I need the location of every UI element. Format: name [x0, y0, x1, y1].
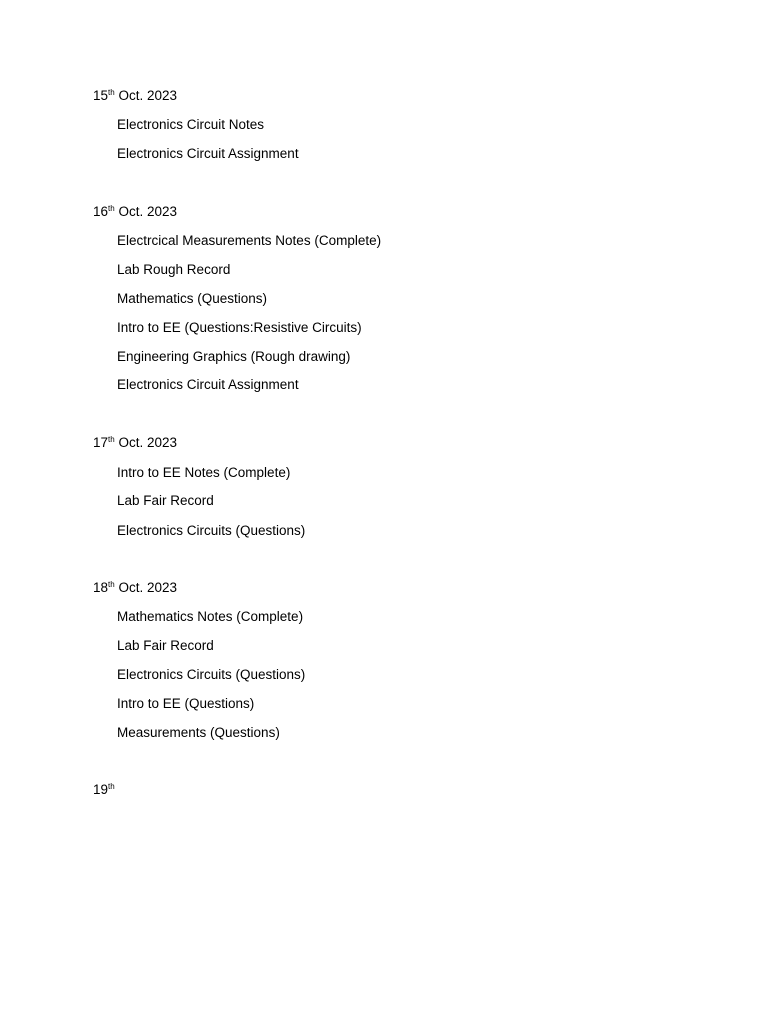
date-heading — [93, 782, 115, 798]
date-day: 19 — [93, 782, 109, 797]
date-day: 16 — [93, 204, 109, 219]
date-month-year: Oct. 2023 — [114, 580, 177, 595]
date-heading — [93, 435, 177, 451]
task-item: Intro to EE (Questions) — [117, 696, 255, 711]
date-month-year: Oct. 2023 — [114, 204, 177, 219]
date-day: 15 — [93, 88, 109, 103]
date-heading — [93, 204, 177, 220]
task-item: Lab Fair Record — [117, 493, 214, 508]
date-month-year: Oct. 2023 — [114, 88, 177, 103]
task-item: Mathematics Notes (Complete) — [117, 609, 304, 624]
date-month-year: Oct. 2023 — [114, 435, 177, 450]
task-item: Measurements (Questions) — [117, 725, 280, 740]
date-suffix: th — [108, 580, 115, 589]
date-heading — [93, 88, 177, 104]
date-heading — [93, 580, 177, 596]
task-item: Electronics Circuit Assignment — [117, 146, 299, 161]
date-suffix: th — [108, 88, 115, 97]
task-item: Intro to EE (Questions:Resistive Circuits) — [117, 320, 362, 335]
date-suffix: th — [108, 782, 115, 791]
task-item: Electrcical Measurements Notes (Complete) — [117, 233, 382, 248]
date-suffix: th — [108, 435, 115, 444]
task-item: Lab Rough Record — [117, 262, 231, 277]
task-item: Intro to EE Notes (Complete) — [117, 465, 291, 480]
task-item: Mathematics (Questions) — [117, 291, 268, 306]
date-suffix: th — [108, 204, 115, 213]
task-item: Electronics Circuits (Questions) — [117, 667, 306, 682]
date-day: 17 — [93, 435, 109, 450]
task-item: Electronics Circuit Notes — [117, 117, 265, 132]
task-item: Lab Fair Record — [117, 638, 214, 653]
task-item: Engineering Graphics (Rough drawing) — [117, 349, 351, 364]
task-item: Electronics Circuits (Questions) — [117, 523, 306, 538]
task-item: Electronics Circuit Assignment — [117, 377, 299, 392]
date-day: 18 — [93, 580, 109, 595]
